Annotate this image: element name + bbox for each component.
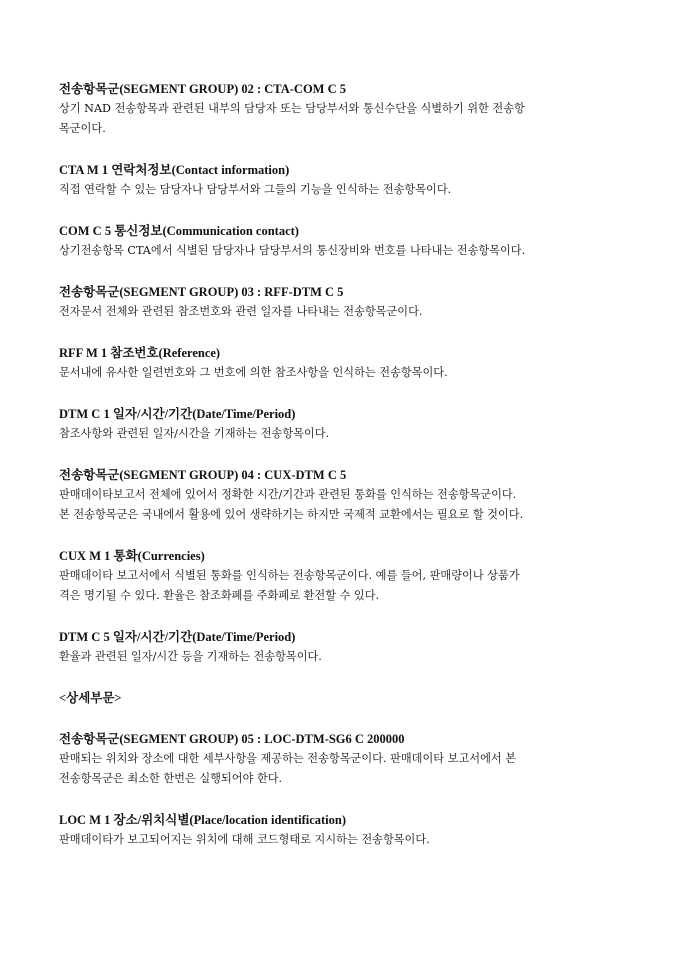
section-heading: CUX M 1 통화(Currencies): [59, 549, 205, 563]
body-line: 전자문서 전체와 관련된 참조번호와 관련 일자를 나타내는 전송항목군이다.: [59, 305, 423, 318]
body-line: 판매데이타 보고서에서 식별된 통화를 인식하는 전송항목군이다. 예를 들어, 판매량이나 상품가: [59, 569, 520, 582]
body-line: 문서내에 유사한 일련번호와 그 번호에 의한 참조사항을 인식하는 전송항목이다.: [59, 366, 448, 379]
body-line: 목군이다.: [59, 122, 106, 135]
document-section: [59, 689, 625, 708]
section-body: [59, 647, 625, 667]
section-body: [59, 180, 625, 200]
body-line: 참조사항와 관련된 일자/시간을 기재하는 전송항목이다.: [59, 427, 330, 440]
document-page: [59, 80, 625, 872]
document-section: [59, 466, 625, 525]
body-line: 판매되는 위치와 장소에 대한 세부사항을 제공하는 전송항목군이다. 판매데이타 보고서에서 본: [59, 752, 517, 765]
document-section: [59, 811, 625, 850]
document-section: [59, 628, 625, 667]
section-body: [59, 485, 625, 525]
document-section: [59, 730, 625, 789]
section-body: [59, 99, 625, 139]
section-heading: DTM C 5 일자/시간/기간(Date/Time/Period): [59, 630, 296, 644]
section-body: [59, 241, 625, 261]
body-line: 상기 NAD 전송항목과 관련된 내부의 담당자 또는 담당부서와 통신수단을 식별하기 위한 전송항: [59, 102, 525, 115]
body-line: 판매데이타보고서 전체에 있어서 정확한 시간/기간과 관련된 통화를 인식하는 전송항목군이다.: [59, 488, 517, 501]
document-section: [59, 222, 625, 261]
document-section: [59, 405, 625, 444]
section-heading: 전송항목군(SEGMENT GROUP) 03 : RFF-DTM C 5: [59, 285, 344, 299]
document-section: [59, 80, 625, 139]
section-body: [59, 363, 625, 383]
body-line: 본 전송항목군은 국내에서 활용에 있어 생략하기는 하지만 국제적 교환에서는 필요로 할 것이다.: [59, 508, 524, 521]
section-heading: CTA M 1 연락처정보(Contact information): [59, 163, 290, 177]
section-body: [59, 424, 625, 444]
body-line: 판매데이타가 보고되어지는 위치에 대해 코드형태로 지시하는 전송항목이다.: [59, 833, 430, 846]
section-body: [59, 749, 625, 789]
section-heading: 전송항목군(SEGMENT GROUP) 04 : CUX-DTM C 5: [59, 468, 347, 482]
body-line: 격은 명기될 수 있다. 환율은 참조화폐를 주화폐로 환전할 수 있다.: [59, 589, 380, 602]
section-heading: 전송항목군(SEGMENT GROUP) 02 : CTA-COM C 5: [59, 82, 346, 96]
body-line: 상기전송항목 CTA에서 식별된 담당자나 담당부서의 통신장비와 번호를 나타내는 전송항목이다.: [59, 244, 526, 257]
section-heading: <상세부문>: [59, 691, 122, 705]
document-section: [59, 547, 625, 606]
body-line: 전송항목군은 최소한 한번은 실행되어야 한다.: [59, 772, 283, 785]
body-line: 환율과 관련된 일자/시간 등을 기재하는 전송항목이다.: [59, 650, 322, 663]
section-heading: 전송항목군(SEGMENT GROUP) 05 : LOC-DTM-SG6 C 200000: [59, 732, 405, 746]
section-heading: DTM C 1 일자/시간/기간(Date/Time/Period): [59, 407, 296, 421]
section-body: [59, 566, 625, 606]
section-heading: COM C 5 통신정보(Communication contact): [59, 224, 299, 238]
document-section: [59, 161, 625, 200]
body-line: 직접 연락할 수 있는 담당자나 담당부서와 그들의 기능을 인식하는 전송항목이다.: [59, 183, 452, 196]
section-body: [59, 302, 625, 322]
section-heading: LOC M 1 장소/위치식별(Place/location identification): [59, 813, 347, 827]
document-section: [59, 344, 625, 383]
section-heading: RFF M 1 참조번호(Reference): [59, 346, 221, 360]
document-section: [59, 283, 625, 322]
section-body: [59, 830, 625, 850]
